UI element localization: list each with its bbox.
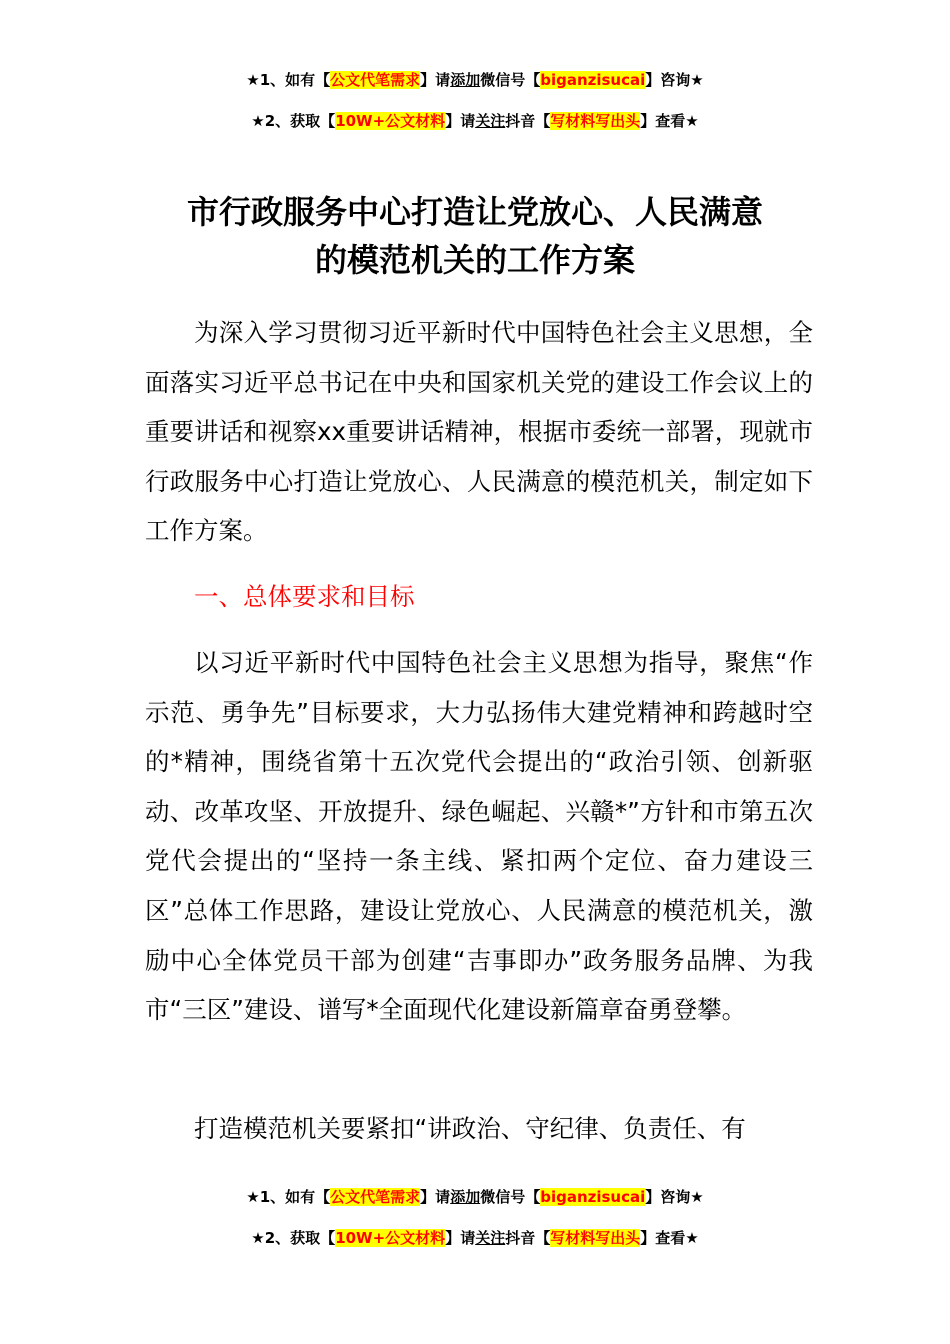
banner-text: 微信号【 xyxy=(480,71,541,89)
paragraph-intro xyxy=(145,308,813,556)
document-title xyxy=(0,188,950,284)
footer-banner-line-2 xyxy=(0,1227,950,1249)
banner-highlight-douyin-id: 写材料写出头 xyxy=(550,112,641,130)
banner-text: 】查看★ xyxy=(640,1229,699,1247)
banner-underlined-text: 添加 xyxy=(450,1188,481,1206)
banner-text: 】咨询★ xyxy=(645,1188,704,1206)
header-banner-line-1 xyxy=(0,69,950,91)
banner-text: 抖音【 xyxy=(505,1229,551,1247)
banner-highlight-douyin-id: 写材料写出头 xyxy=(550,1229,641,1247)
banner-text: 】请 xyxy=(420,1188,451,1206)
banner-underlined-text: 关注 xyxy=(475,1229,506,1247)
paragraph-intro-text: 为深入学习贯彻习近平新时代中国特色社会主义思想，全面落实习近平总书记在中央和国家机关党的建设工作会议上的重要讲话和视察xx重要讲话精神，根据市委统一部署，现就市行政服务中心打造让党放心、人民满意的模范机关，制定如下工作方案。 xyxy=(145,318,813,546)
banner-text: 】咨询★ xyxy=(645,71,704,89)
banner-highlight-wechat-id: biganzisucai xyxy=(540,71,646,89)
banner-highlight-service: 公文代笔需求 xyxy=(330,1188,421,1206)
banner-text: ★1、如有【 xyxy=(246,71,331,89)
banner-text: 】请 xyxy=(445,1229,476,1247)
banner-text: 】请 xyxy=(420,71,451,89)
document-title-line-1: 市行政服务中心打造让党放心、人民满意 xyxy=(186,193,763,231)
paragraph-model-organ xyxy=(145,1104,813,1154)
section-heading-1: 一、总体要求和目标 xyxy=(194,582,415,611)
banner-text: ★2、获取【 xyxy=(251,1229,336,1247)
banner-underlined-text: 关注 xyxy=(475,112,506,130)
banner-text: 抖音【 xyxy=(505,112,551,130)
header-banner-line-2 xyxy=(0,110,950,132)
banner-text: ★2、获取【 xyxy=(251,112,336,130)
paragraph-guidance xyxy=(145,638,813,1035)
banner-text: 】请 xyxy=(445,112,476,130)
banner-highlight-materials: 10W+公文材料 xyxy=(335,1229,446,1247)
paragraph-guidance-text: 以习近平新时代中国特色社会主义思想为指导，聚焦“作示范、勇争先”目标要求，大力弘扬伟大建党精神和跨越时空的*精神，围绕省第十五次党代会提出的“政治引领、创新驱动、改革攻坚、开放提升、绿色崛起、兴赣*”方针和市第五次党代会提出的“坚持一条主线、紧扣两个定位、奋力建设三区”总体工作思路，建设让党放心、人民满意的模范机关，激励中心全体党员干部为创建“吉事即办”政务服务品牌、为我市“三区”建设、谱写*全面现代化建设新篇章奋勇登攀。 xyxy=(145,648,813,1025)
footer-banner-line-1 xyxy=(0,1186,950,1208)
paragraph-model-organ-text: 打造模范机关要紧扣“讲政治、守纪律、负责任、有 xyxy=(194,1114,746,1143)
banner-underlined-text: 添加 xyxy=(450,71,481,89)
document-title-line-2: 的模范机关的工作方案 xyxy=(314,241,635,279)
banner-highlight-materials: 10W+公文材料 xyxy=(335,112,446,130)
banner-highlight-service: 公文代笔需求 xyxy=(330,71,421,89)
banner-text: 微信号【 xyxy=(480,1188,541,1206)
banner-highlight-wechat-id: biganzisucai xyxy=(540,1188,646,1206)
banner-text: ★1、如有【 xyxy=(246,1188,331,1206)
banner-text: 】查看★ xyxy=(640,112,699,130)
